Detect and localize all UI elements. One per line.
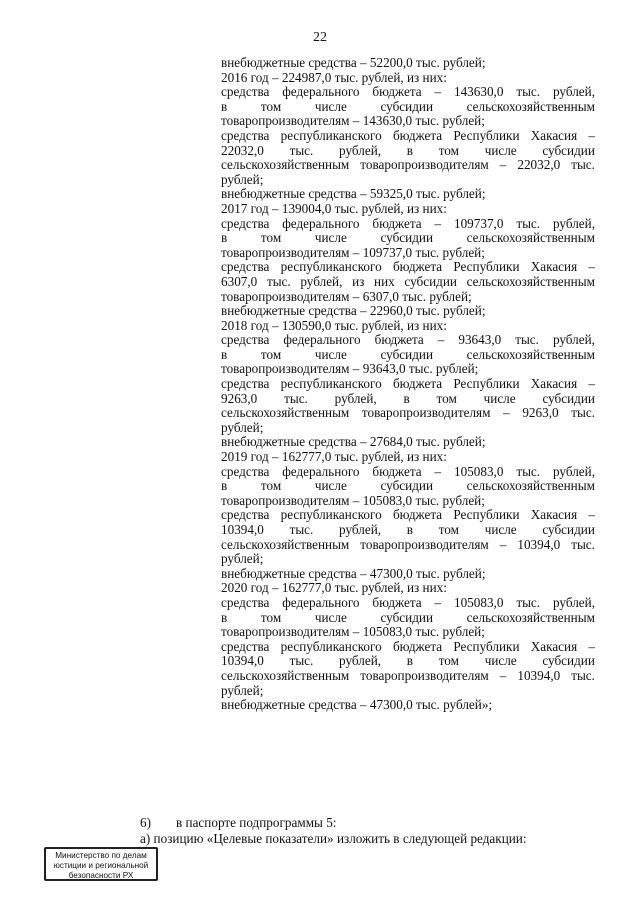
word: Хакасия: [530, 259, 578, 275]
word: Республики: [453, 507, 520, 523]
word: Хакасия: [530, 638, 578, 654]
word: 10394,0: [517, 667, 561, 683]
text-line: внебюджетные средства – 47300,0 тыс. рублей;: [221, 565, 486, 581]
word: средства: [221, 594, 270, 610]
text-line: [221, 158, 595, 173]
text-line: [221, 596, 595, 611]
text-line: [221, 465, 595, 480]
word: 93643,0: [458, 332, 502, 348]
word: в: [221, 478, 228, 494]
word: Хакасия: [530, 127, 578, 143]
word: бюджета: [392, 127, 443, 143]
word: сельскохозяйственным: [221, 157, 350, 173]
text-line: товаропроизводителям – 105083,0 тыс. рублей;: [221, 624, 485, 640]
word: рублей,: [339, 522, 382, 537]
text-line: товаропроизводителям – 109737,0 тыс. рублей;: [221, 244, 485, 260]
word: –: [588, 127, 595, 143]
funding-text-block: [221, 56, 595, 713]
word: средства: [221, 332, 270, 348]
word: бюджета: [372, 594, 422, 610]
text-line: [221, 231, 595, 246]
word: –: [434, 215, 442, 231]
word: –: [499, 536, 507, 552]
text-line: [221, 260, 595, 275]
word: Хакасия: [530, 376, 578, 392]
word: сельскохозяйственным: [466, 478, 595, 494]
word: в: [406, 522, 413, 537]
word: Хакасия: [530, 507, 578, 523]
stamp-line: Министерство по делам: [55, 851, 147, 860]
word: числе: [314, 346, 347, 362]
text-line: внебюджетные средства – 59325,0 тыс. рублей;: [221, 186, 486, 202]
word: бюджета: [374, 332, 424, 348]
text-line: [221, 275, 595, 290]
word: бюджета: [392, 376, 443, 392]
word: в: [221, 98, 228, 114]
text-line: товаропроизводителям – 93643,0 тыс. рублей;: [221, 361, 479, 377]
word: –: [588, 376, 595, 392]
word: бюджета: [372, 463, 422, 479]
word: субсидии: [542, 522, 595, 537]
word: рублей,: [552, 594, 595, 610]
word: рублей,: [339, 142, 382, 158]
word: бюджета: [392, 638, 443, 654]
text-line: 2020 год – 162777,0 тыс. рублей, из них:: [221, 580, 447, 596]
word: сельскохозяйственным: [466, 346, 595, 362]
word: том: [260, 98, 282, 114]
word: из: [352, 273, 365, 289]
word: федерального: [282, 594, 360, 610]
word: федерального: [283, 332, 361, 348]
word: том: [436, 390, 457, 406]
word: федерального: [282, 84, 360, 100]
word: том: [260, 478, 282, 494]
word: тыс.: [571, 157, 595, 173]
word: них: [374, 273, 395, 289]
text-line: [221, 100, 595, 115]
word: сельскохозяйственным: [221, 405, 350, 421]
word: 109737,0: [453, 215, 504, 231]
word: –: [588, 638, 595, 654]
word: числе: [483, 390, 516, 406]
word: в: [221, 346, 228, 362]
word: товаропроизводителям: [360, 667, 489, 683]
word: республиканского: [280, 127, 382, 143]
word: в: [221, 609, 228, 625]
word: республиканского: [280, 638, 382, 654]
word: средства: [221, 84, 270, 100]
word: бюджета: [372, 84, 422, 100]
item-text: в паспорте подпрограммы 5:: [176, 815, 337, 830]
word: субсидии: [380, 346, 434, 362]
word: числе: [484, 522, 517, 537]
word: 22032,0: [517, 157, 561, 173]
text-line: рублей;: [221, 551, 264, 567]
word: –: [434, 463, 442, 479]
word: сельскохозяйственным: [466, 230, 595, 246]
word: тыс.: [515, 332, 539, 348]
word: республиканского: [280, 376, 382, 392]
text-line: [221, 348, 595, 363]
word: –: [437, 332, 445, 348]
word: субсидии: [542, 653, 595, 669]
word: сельскохозяйственным: [466, 273, 595, 289]
word: субсидии: [380, 230, 434, 246]
text-line: [221, 406, 595, 421]
word: тыс.: [516, 463, 541, 479]
word: субсидии: [404, 273, 457, 289]
word: средства: [221, 376, 270, 392]
word: товаропроизводителям: [360, 157, 489, 173]
word: тыс.: [289, 142, 314, 158]
word: числе: [314, 230, 347, 246]
text-line: 2017 год – 139004,0 тыс. рублей, из них:: [221, 200, 447, 216]
text-line: внебюджетные средства – 27684,0 тыс. рублей;: [221, 434, 486, 450]
text-line: [221, 640, 595, 655]
word: сельскохозяйственным: [221, 667, 350, 683]
word: тыс.: [289, 522, 314, 537]
word: тыс.: [571, 667, 595, 683]
word: тыс.: [516, 594, 541, 610]
stamp-line: безопасности РХ: [68, 871, 134, 880]
word: 143630,0: [453, 84, 504, 100]
word: федерального: [282, 463, 360, 479]
word: в: [406, 653, 413, 669]
word: числе: [314, 609, 347, 625]
word: –: [434, 84, 442, 100]
word: –: [588, 507, 595, 523]
word: 9263,0: [522, 405, 559, 421]
word: в: [406, 142, 413, 158]
word: 105083,0: [453, 463, 504, 479]
word: сельскохозяйственным: [466, 609, 595, 625]
word: товаропроизводителям: [360, 536, 489, 552]
word: Республики: [453, 638, 520, 654]
text-line: внебюджетные средства – 52200,0 тыс. рублей;: [221, 55, 486, 70]
text-line: [221, 377, 595, 392]
text-line: товаропроизводителям – 6307,0 тыс. рублей;: [221, 288, 472, 304]
word: том: [260, 230, 282, 246]
word: средства: [221, 215, 270, 231]
word: республиканского: [280, 259, 382, 275]
word: том: [260, 346, 282, 362]
text-line: [221, 392, 595, 407]
text-line: [221, 611, 595, 626]
word: средства: [221, 638, 270, 654]
text-line: рублей;: [221, 682, 264, 698]
word: рублей,: [552, 84, 595, 100]
text-line: [221, 523, 595, 538]
word: бюджета: [392, 259, 443, 275]
text-line: [221, 669, 595, 684]
word: федерального: [282, 215, 360, 231]
word: в: [403, 390, 410, 406]
word: тыс.: [571, 405, 595, 421]
word: субсидии: [380, 609, 434, 625]
word: том: [438, 653, 459, 669]
word: 105083,0: [453, 594, 504, 610]
word: субсидии: [542, 142, 595, 158]
word: сельскохозяйственным: [466, 98, 595, 114]
word: в: [221, 230, 228, 246]
text-line: [221, 333, 595, 348]
word: средства: [221, 259, 270, 275]
word: тыс.: [516, 215, 541, 231]
word: Республики: [453, 127, 520, 143]
word: рублей,: [339, 653, 382, 669]
word: –: [499, 667, 507, 683]
word: тыс.: [571, 536, 595, 552]
text-line: товаропроизводителям – 105083,0 тыс. рублей;: [221, 492, 485, 508]
ministry-stamp: [44, 847, 158, 881]
text-line: 2016 год – 224987,0 тыс. рублей, из них:: [221, 69, 447, 85]
text-line: рублей;: [221, 419, 264, 435]
word: –: [588, 259, 595, 275]
text-line: внебюджетные средства – 47300,0 тыс. рублей»;: [221, 697, 493, 713]
text-line: [221, 85, 595, 100]
word: рублей,: [334, 390, 377, 406]
word: средства: [221, 507, 270, 523]
word: субсидии: [380, 98, 434, 114]
text-line: [221, 654, 595, 669]
word: Республики: [453, 259, 520, 275]
word: том: [438, 142, 459, 158]
page-number: 22: [313, 30, 327, 45]
word: 10394,0: [517, 536, 561, 552]
word: рублей,: [552, 215, 595, 231]
text-line: [221, 217, 595, 232]
word: субсидии: [380, 478, 434, 494]
word: товаропроизводителям: [361, 405, 491, 421]
text-line: [221, 508, 595, 523]
word: числе: [314, 98, 347, 114]
word: тыс.: [289, 653, 314, 669]
word: средства: [221, 463, 270, 479]
stamp-line: юстиции и региональной: [53, 861, 149, 870]
text-line: 2018 год – 130590,0 тыс. рублей, из них:: [221, 317, 447, 333]
word: субсидии: [542, 390, 595, 406]
word: 6307,0: [221, 273, 258, 289]
sub-item-text: а) позицию «Целевые показатели» изложить в следующей редакции:: [140, 831, 527, 846]
word: 10394,0: [221, 522, 264, 537]
word: –: [503, 405, 510, 421]
word: числе: [314, 478, 347, 494]
word: тыс.: [516, 84, 541, 100]
word: бюджета: [372, 215, 422, 231]
word: тыс.: [266, 273, 291, 289]
word: 10394,0: [221, 653, 264, 669]
word: Республики: [453, 376, 520, 392]
text-line: внебюджетные средства – 22960,0 тыс. рублей;: [221, 303, 486, 319]
word: 22032,0: [221, 142, 264, 158]
word: республиканского: [280, 507, 382, 523]
word: средства: [221, 127, 270, 143]
text-line: [221, 144, 595, 159]
word: числе: [484, 653, 517, 669]
word: –: [434, 594, 442, 610]
text-line: [221, 479, 595, 494]
word: –: [499, 157, 507, 173]
word: числе: [484, 142, 517, 158]
word: рублей,: [552, 463, 595, 479]
text-line: 2019 год – 162777,0 тыс. рублей, из них:: [221, 449, 447, 465]
word: том: [438, 522, 459, 537]
text-line: [221, 538, 595, 553]
text-line: рублей;: [221, 171, 264, 187]
text-line: товаропроизводителям – 143630,0 тыс. рублей;: [221, 113, 485, 129]
word: 9263,0: [221, 390, 258, 406]
word: тыс.: [284, 390, 308, 406]
word: бюджета: [392, 507, 443, 523]
word: сельскохозяйственным: [221, 536, 350, 552]
item-number: 6): [140, 815, 151, 830]
word: рублей,: [552, 332, 595, 348]
text-line: [221, 129, 595, 144]
word: том: [260, 609, 282, 625]
word: рублей,: [300, 273, 343, 289]
